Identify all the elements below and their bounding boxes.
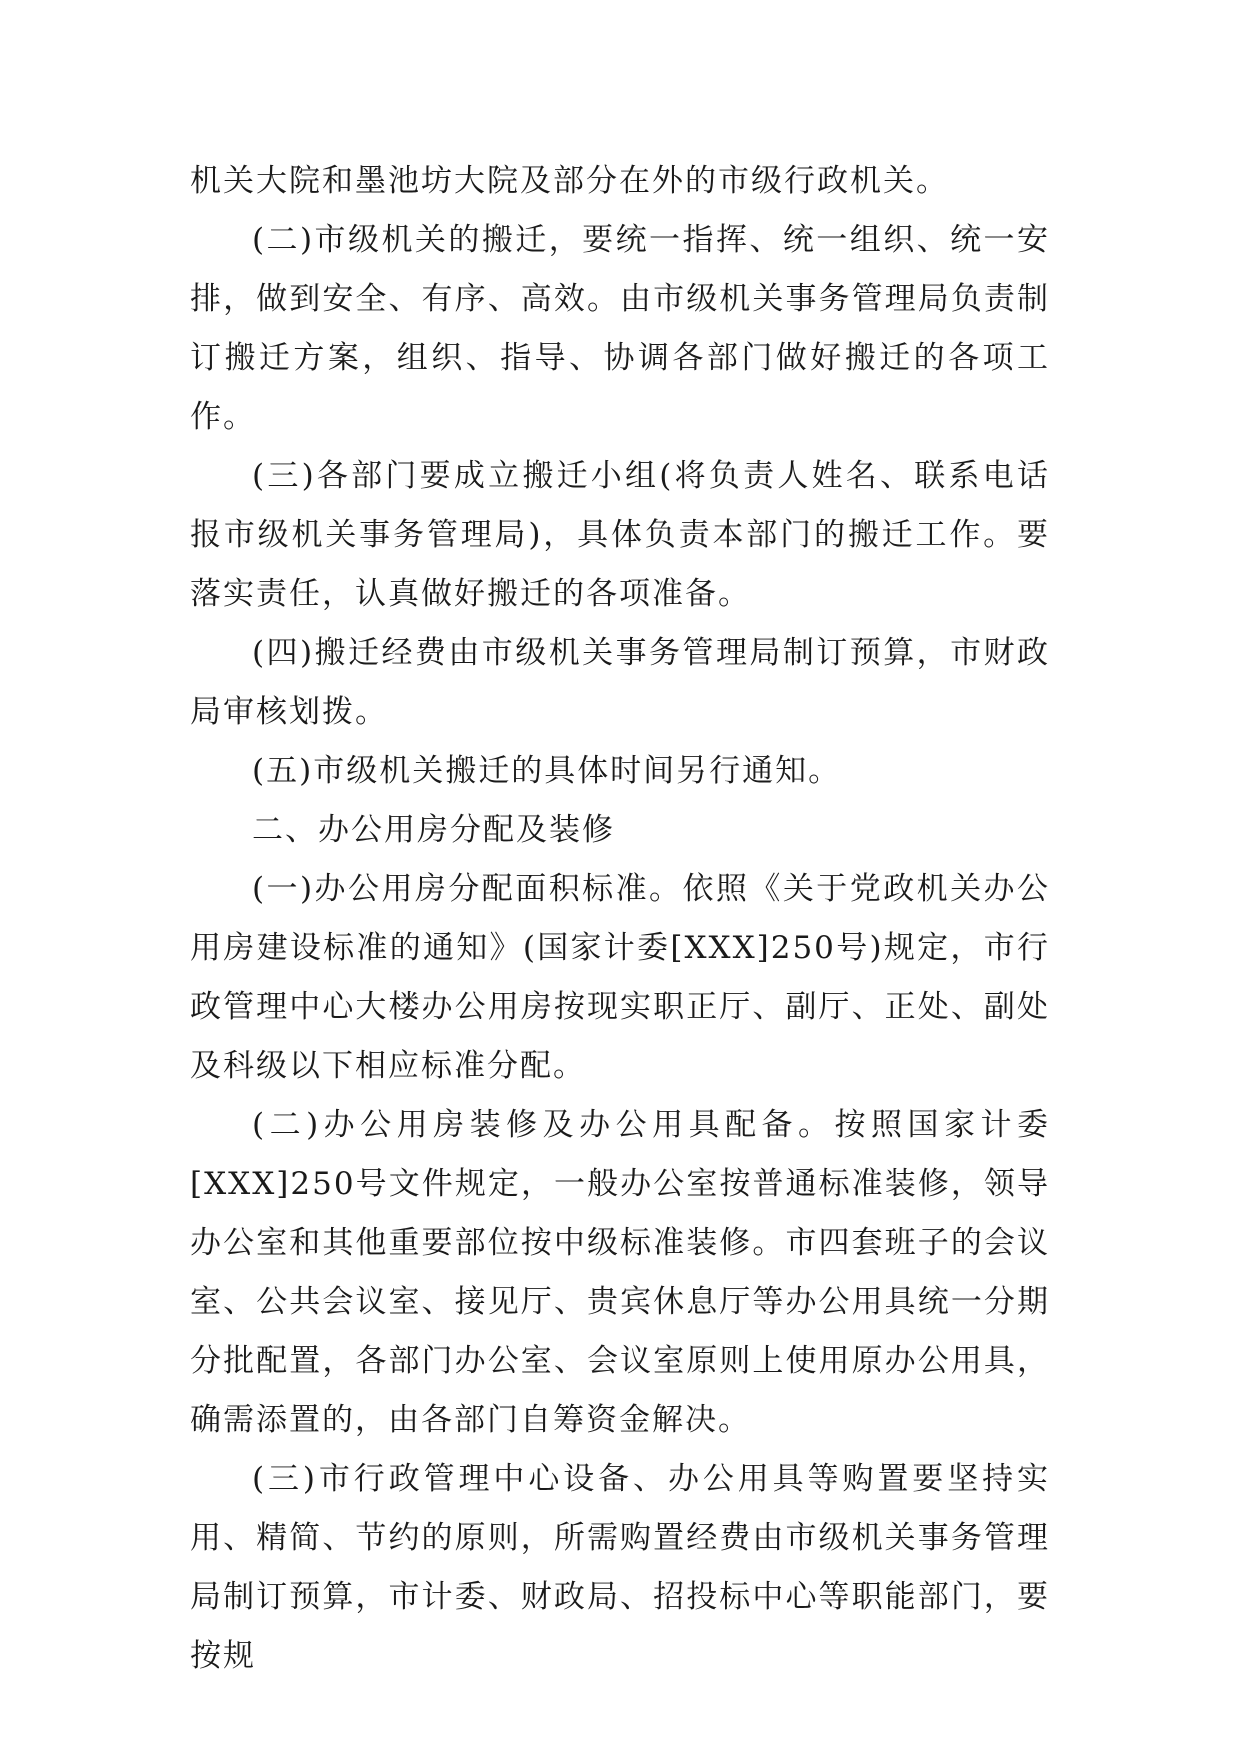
- paragraph-2: (二)市级机关的搬迁，要统一指挥、统一组织、统一安排，做到安全、有序、高效。由市级机关事务管理局负责制订搬迁方案，组织、指导、协调各部门做好搬迁的各项工作。: [190, 222, 1050, 435]
- paragraph-4: (四)搬迁经费由市级机关事务管理局制订预算，市财政局审核划拨。: [190, 635, 1050, 730]
- paragraph-3: (三)各部门要成立搬迁小组(将负责人姓名、联系电话报市级机关事务管理局)，具体负责本部门的搬迁工作。要落实责任，认真做好搬迁的各项准备。: [190, 458, 1050, 612]
- paragraph-8: (三)市行政管理中心设备、办公用具等购置要坚持实用、精简、节约的原则，所需购置经费由市级机关事务管理局制订预算，市计委、财政局、招投标中心等职能部门，要按规: [190, 1461, 1050, 1674]
- section-heading: 二、办公用房分配及装修: [252, 812, 615, 848]
- paragraph-5: (五)市级机关搬迁的具体时间另行通知。: [252, 753, 842, 789]
- paragraph-1: 机关大院和墨池坊大院及部分在外的市级行政机关。: [190, 163, 949, 199]
- document-body: [190, 152, 1050, 1686]
- paragraph-7: (二)办公用房装修及办公用具配备。按照国家计委[XXX]250号文件规定，一般办公室按普通标准装修，领导办公室和其他重要部位按中级标准装修。市四套班子的会议室、公共会议室、接见厅、贵宾休息厅等办公用具统一分期分批配置，各部门办公室、会议室原则上使用原办公用具，确需添置的，由各部门自筹资金解决。: [190, 1107, 1050, 1438]
- paragraph-6: (一)办公用房分配面积标准。依照《关于党政机关办公用房建设标准的通知》(国家计委[XXX]250号)规定，市行政管理中心大楼办公用房按现实职正厅、副厅、正处、副处及科级以下相应标准分配。: [190, 871, 1050, 1084]
